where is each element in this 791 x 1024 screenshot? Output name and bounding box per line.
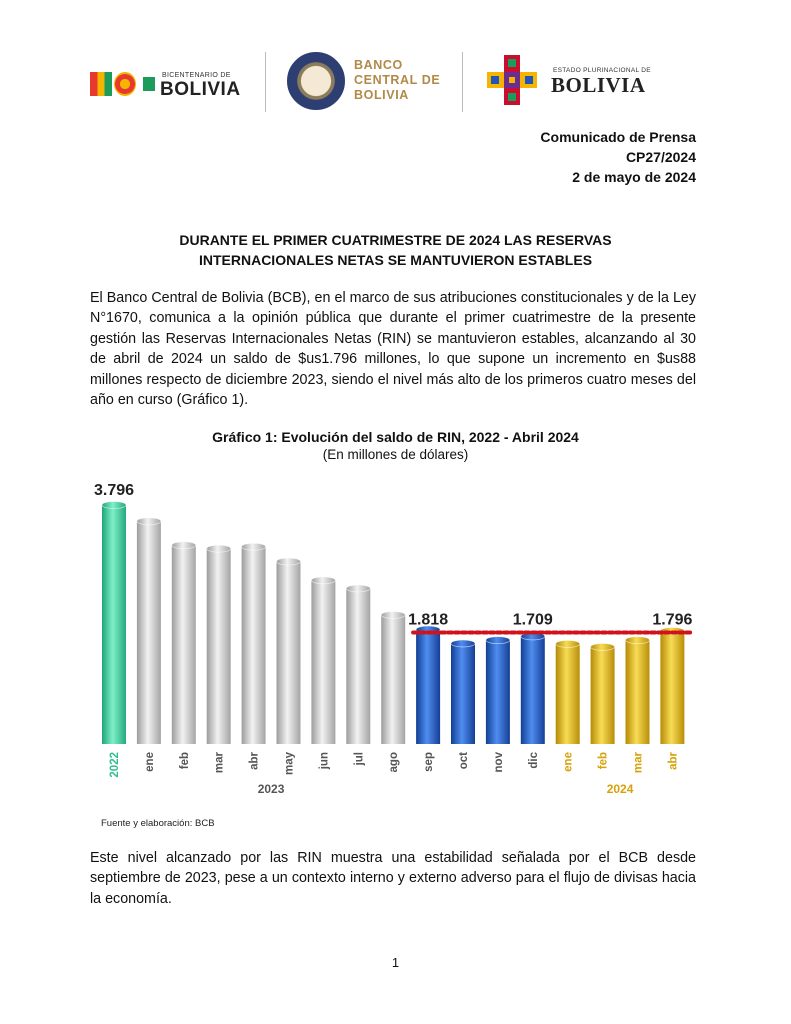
- headline-line: DURANTE EL PRIMER CUATRIMESTRE DE 2024 LAS RESERVAS: [179, 232, 612, 248]
- body-paragraph-1: El Banco Central de Bolivia (BCB), en el marco de sus atribuciones constitucionales y de la Ley N°1670, comunica a la opinión pública que durante el primer cuatrimestre de la presente gestión las Reservas Internacionales Netas (RIN) se mantuvieron estables, alcanzando al 30 de abril de 2024 un saldo de $us1.796 millones, lo que supone un incremento en $us88 millones respecto de diciembre 2023, siendo el nivel más alto de los primeros cuatro meses del año en curso (Gráfico 1).: [90, 290, 696, 409]
- bcb-logo-line: CENTRAL DE: [354, 73, 441, 87]
- chart-bar-cap: [207, 545, 231, 552]
- chart-data-label: 1.796: [652, 611, 693, 629]
- chart-bar: [207, 545, 231, 744]
- chart-bar-body: [591, 647, 615, 744]
- chart-bar-body: [311, 580, 335, 744]
- chart-source: Fuente y elaboración: BCB: [101, 818, 215, 829]
- header-divider: [265, 52, 266, 112]
- chart-bar-body: [521, 636, 545, 744]
- chart-bar-cap: [242, 543, 266, 550]
- chart-title: Gráfico 1: Evolución del saldo de RIN, 2022 - Abril 2024: [212, 429, 579, 445]
- chart-bar: [486, 637, 510, 744]
- chart-bar: [626, 637, 650, 744]
- chart-bar-body: [451, 643, 475, 744]
- press-release-meta: [540, 127, 696, 187]
- chart-bar-cap: [311, 577, 335, 584]
- page-number: 1: [391, 955, 400, 970]
- chart-bar: [277, 558, 301, 744]
- chart-category-label: ene: [143, 752, 156, 772]
- chart-bar: [591, 643, 615, 744]
- chart-bar: [556, 640, 580, 744]
- chart-bar-body: [277, 561, 301, 744]
- chart-bar-cap: [277, 558, 301, 565]
- chart-bar: [172, 542, 196, 744]
- chart-category-label: 2022: [109, 752, 121, 778]
- chart-category-label: abr: [667, 752, 680, 770]
- chart-bar: [451, 640, 475, 744]
- chart-category-label: feb: [597, 752, 610, 770]
- chart-bar-body: [346, 588, 370, 744]
- chart-bar-cap: [626, 637, 650, 644]
- estado-plurinacional-emblem-icon: [487, 55, 537, 105]
- chart-category-label: jul: [353, 752, 366, 766]
- chart-bar: [311, 577, 335, 744]
- chart-bar-cap: [451, 640, 475, 647]
- chart-bar-body: [381, 615, 405, 744]
- chart-bar-cap: [486, 637, 510, 644]
- bicentenario-mark-1-icon: [90, 72, 112, 96]
- chart-bar-body: [416, 630, 440, 744]
- chart-category-label: ago: [388, 752, 401, 773]
- estado-big-text: BOLIVIA: [551, 73, 646, 97]
- body-paragraph-2: Este nivel alcanzado por las RIN muestra una estabilidad señalada por el BCB desde septiembre de 2023, pese a un contexto interno y externo adverso para el flujo de divisas hacia la economía.: [90, 850, 696, 907]
- rin-bar-chart: [85, 472, 705, 812]
- chart-bar-cap: [137, 518, 161, 525]
- headline-line: INTERNACIONALES NETAS SE MANTUVIERON ESTABLES: [198, 252, 593, 268]
- chart-category-label: oct: [458, 752, 470, 770]
- chart-bar-body: [660, 631, 684, 744]
- bicentenario-big-text: BOLIVIA: [160, 79, 241, 100]
- chart-bar-body: [486, 640, 510, 744]
- bcb-logo-line: BOLIVIA: [354, 88, 409, 102]
- chart-bar: [660, 627, 684, 744]
- press-release-type: Comunicado de Prensa: [540, 129, 696, 145]
- chart-bar: [416, 626, 440, 744]
- chart-bar-body: [556, 644, 580, 744]
- chart-bar: [102, 502, 126, 745]
- chart-year-label: 2023: [257, 782, 285, 796]
- chart-category-label: mar: [632, 752, 645, 774]
- chart-year-label: 2024: [606, 782, 634, 796]
- bicentenario-logo: [90, 70, 245, 100]
- chart-category-label: mar: [213, 752, 226, 774]
- chart-bar-cap: [346, 585, 370, 592]
- chart-bar-body: [207, 549, 231, 744]
- press-release-code: CP27/2024: [625, 149, 696, 165]
- chart-bar-body: [102, 505, 126, 744]
- bicentenario-mark-3-icon: [138, 72, 160, 96]
- chart-bar: [242, 543, 266, 744]
- bcb-logo-text: [354, 58, 440, 103]
- bcb-seal-icon: [287, 52, 345, 110]
- chart-category-label: sep: [423, 752, 436, 772]
- chart-category-label: jun: [318, 752, 331, 770]
- chart-category-label: may: [283, 752, 296, 776]
- chart-data-label: 1.709: [512, 611, 553, 629]
- chart-bar-body: [626, 640, 650, 744]
- chart-bar-cap: [102, 502, 126, 509]
- chart-category-label: ene: [562, 752, 575, 772]
- header-divider: [462, 52, 463, 112]
- chart-bar: [521, 633, 545, 744]
- chart-bar-body: [242, 547, 266, 744]
- estado-small-text: ESTADO PLURINACIONAL DE: [553, 67, 651, 74]
- chart-bar-cap: [591, 643, 615, 650]
- chart-data-label: 1.818: [408, 611, 449, 629]
- chart-category-label: nov: [492, 752, 505, 773]
- chart-category-label: feb: [178, 752, 191, 770]
- chart-bar: [381, 611, 405, 744]
- headline: [90, 230, 701, 270]
- chart-bar: [346, 585, 370, 744]
- chart-bar-body: [137, 521, 161, 744]
- chart-bar: [137, 518, 161, 744]
- bcb-logo-line: BANCO: [354, 58, 403, 72]
- chart-bar-body: [172, 545, 196, 744]
- chart-bar-cap: [172, 542, 196, 549]
- chart-data-label: 3.796: [93, 482, 135, 499]
- bicentenario-mark-2-icon: [114, 72, 136, 96]
- chart-bar-cap: [556, 640, 580, 647]
- page-header: [0, 40, 791, 120]
- press-release-date: 2 de mayo de 2024: [572, 169, 696, 185]
- chart-bar-cap: [381, 611, 405, 618]
- bicentenario-small-text: BICENTENARIO DE: [162, 72, 231, 79]
- chart-category-label: dic: [527, 752, 540, 769]
- chart-category-label: abr: [248, 752, 261, 770]
- chart-subtitle: (En millones de dólares): [322, 447, 469, 462]
